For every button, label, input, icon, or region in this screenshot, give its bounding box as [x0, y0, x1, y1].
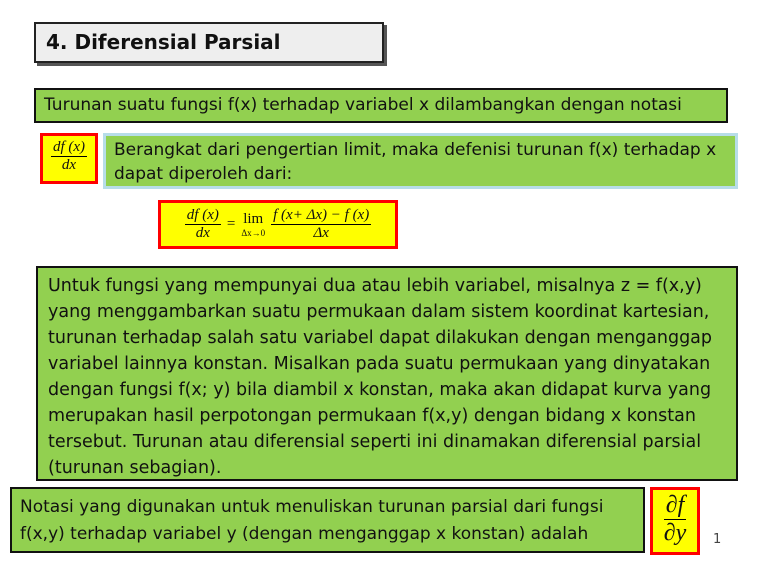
partial-notation: [650, 487, 700, 555]
formula-lim: lim: [243, 211, 264, 227]
formula-rhs-den: Δx: [313, 225, 329, 241]
notation-denominator: dx: [61, 157, 77, 173]
formula-equals: =: [226, 216, 236, 232]
formula-lhs-den: dx: [195, 225, 210, 241]
page-number: 1: [713, 532, 722, 547]
partial-explanation: Untuk fungsi yang mempunyai dua atau lebih variabel, misalnya z = f(x,y) yang menggambarkan suatu permukaan dalam sistem koordinat kartesian, turunan terhadap salah satu variabel dapat dilakukan dengan menganggap variabel lainnya konstan. Misalkan pada suatu permukaan yang dinyatakan dengan fungsi f(x; y) bila diambil x konstan, maka akan didapat kurva yang merupakan hasil perpotongan permukaan f(x,y) dengan bidang x konstan tersebut. Turunan atau diferensial seperti ini dinamakan diferensial parsial (turunan sebagian).: [36, 266, 738, 481]
derivative-notation: [40, 133, 98, 184]
formula-lim-sub: Δx→0: [241, 228, 266, 238]
notation-numerator: df (x): [52, 139, 86, 155]
slide-title: 4. Diferensial Parsial: [34, 22, 384, 63]
intro-text: Turunan suatu fungsi f(x) terhadap variabel x dilambangkan dengan notasi: [34, 88, 728, 123]
limit-text: Berangkat dari pengertian limit, maka defenisi turunan f(x) terhadap x dapat diperoleh dari:: [103, 133, 738, 189]
limit-formula: [158, 200, 398, 249]
formula-rhs-num: f (x+ Δx) − f (x): [273, 207, 370, 223]
notation-text: Notasi yang digunakan untuk menuliskan turunan parsial dari fungsi f(x,y) terhadap variabel y (dengan menganggap x konstan) adalah: [10, 487, 645, 553]
partial-num: ∂f: [665, 492, 685, 518]
partial-den: ∂y: [663, 520, 687, 546]
formula-lhs-num: df (x): [186, 207, 219, 223]
